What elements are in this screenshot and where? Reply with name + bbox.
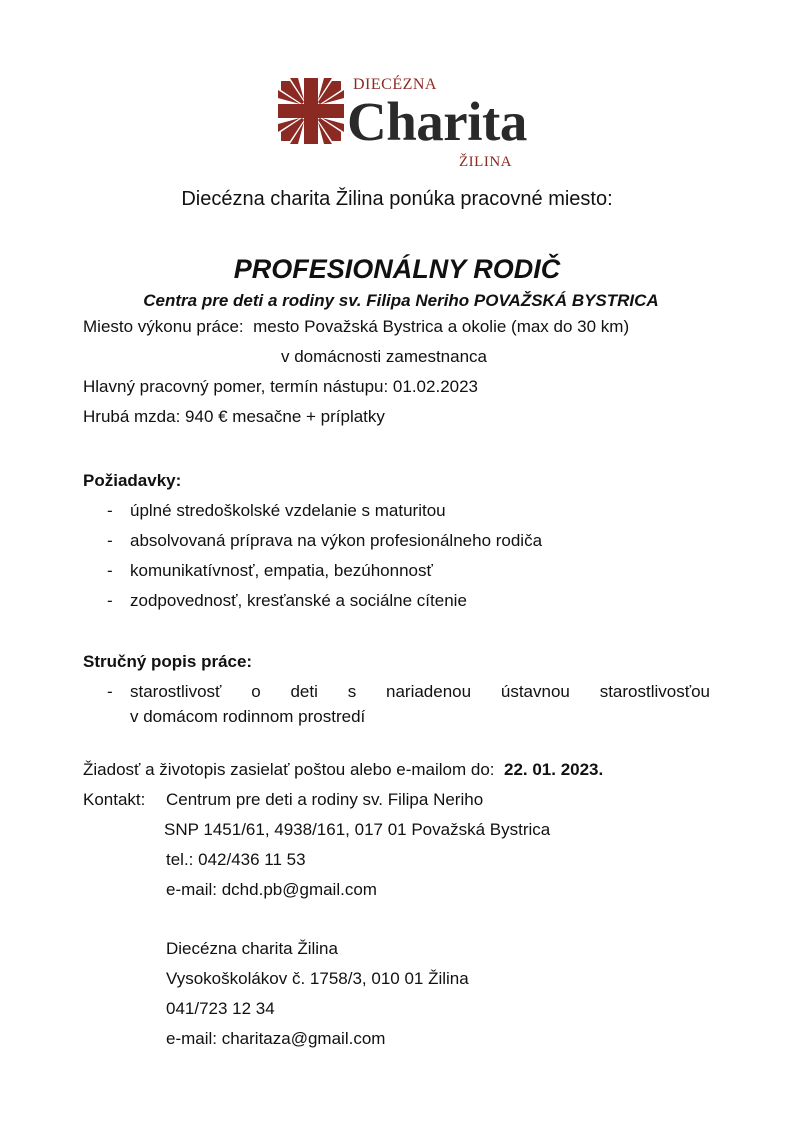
salary-info: Hrubá mzda: 940 € mesačne + príplatky bbox=[83, 407, 385, 426]
requirement-item: komunikatívnosť, empatia, bezúhonnosť bbox=[130, 561, 433, 580]
list-bullet: - bbox=[107, 682, 113, 701]
list-bullet: - bbox=[107, 591, 113, 610]
application-row bbox=[83, 759, 603, 781]
org-address: Vysokoškolákov č. 1758/3, 010 01 Žilina bbox=[166, 969, 469, 988]
center-address: SNP 1451/61, 4938/161, 017 01 Považská Bystrica bbox=[164, 820, 551, 839]
job-description-line-1: starostlivosť o deti s nariadenou ústavnou starostlivosťou bbox=[130, 682, 710, 701]
requirement-item: zodpovednosť, kresťanské a sociálne cítenie bbox=[130, 591, 467, 610]
place-label: Miesto výkonu práce: bbox=[83, 317, 244, 336]
employment-info: Hlavný pracovný pomer, termín nástupu: 01.02.2023 bbox=[83, 377, 479, 396]
requirements-heading: Požiadavky: bbox=[83, 471, 182, 490]
org-name: Diecézna charita Žilina bbox=[166, 939, 338, 958]
center-email: e-mail: dchd.pb@gmail.com bbox=[166, 880, 377, 899]
place-row bbox=[83, 316, 629, 338]
charita-cross-icon bbox=[278, 78, 344, 144]
list-bullet: - bbox=[107, 501, 113, 520]
center-name: Centrum pre deti a rodiny sv. Filipa Neriho bbox=[166, 790, 484, 809]
intro-text: Diecézna charita Žilina ponúka pracovné miesto: bbox=[181, 188, 613, 210]
logo-name: Charita bbox=[347, 91, 527, 152]
place-value: mesto Považská Bystrica a okolie (max do 30 km) bbox=[253, 317, 630, 336]
job-title: PROFESIONÁLNY RODIČ bbox=[233, 254, 561, 284]
org-email: e-mail: charitaza@gmail.com bbox=[166, 1029, 386, 1048]
application-deadline: 22. 01. 2023. bbox=[503, 760, 604, 779]
center-phone: tel.: 042/436 11 53 bbox=[166, 850, 306, 869]
job-subtitle: Centra pre deti a rodiny sv. Filipa Neriho POVAŽSKÁ BYSTRICA bbox=[143, 291, 659, 310]
list-bullet: - bbox=[107, 561, 113, 580]
logo-bottom-text: ŽILINA bbox=[459, 154, 512, 170]
logo-top-text: DIECÉZNA bbox=[353, 76, 437, 93]
contact-label: Kontakt: bbox=[83, 790, 146, 809]
charita-logo bbox=[278, 74, 527, 174]
requirement-item: úplné stredoškolské vzdelanie s maturitou bbox=[130, 501, 446, 520]
requirement-item: absolvovaná príprava na výkon profesionálneho rodiča bbox=[130, 531, 543, 550]
list-bullet: - bbox=[107, 531, 113, 550]
job-description-line-2: v domácom rodinnom prostredí bbox=[130, 707, 366, 726]
place-value-2: v domácnosti zamestnanca bbox=[281, 347, 487, 366]
job-description-heading: Stručný popis práce: bbox=[83, 652, 253, 671]
org-phone: 041/723 12 34 bbox=[166, 999, 275, 1018]
application-text: Žiadosť a životopis zasielať poštou alebo e-mailom do: bbox=[83, 760, 495, 779]
